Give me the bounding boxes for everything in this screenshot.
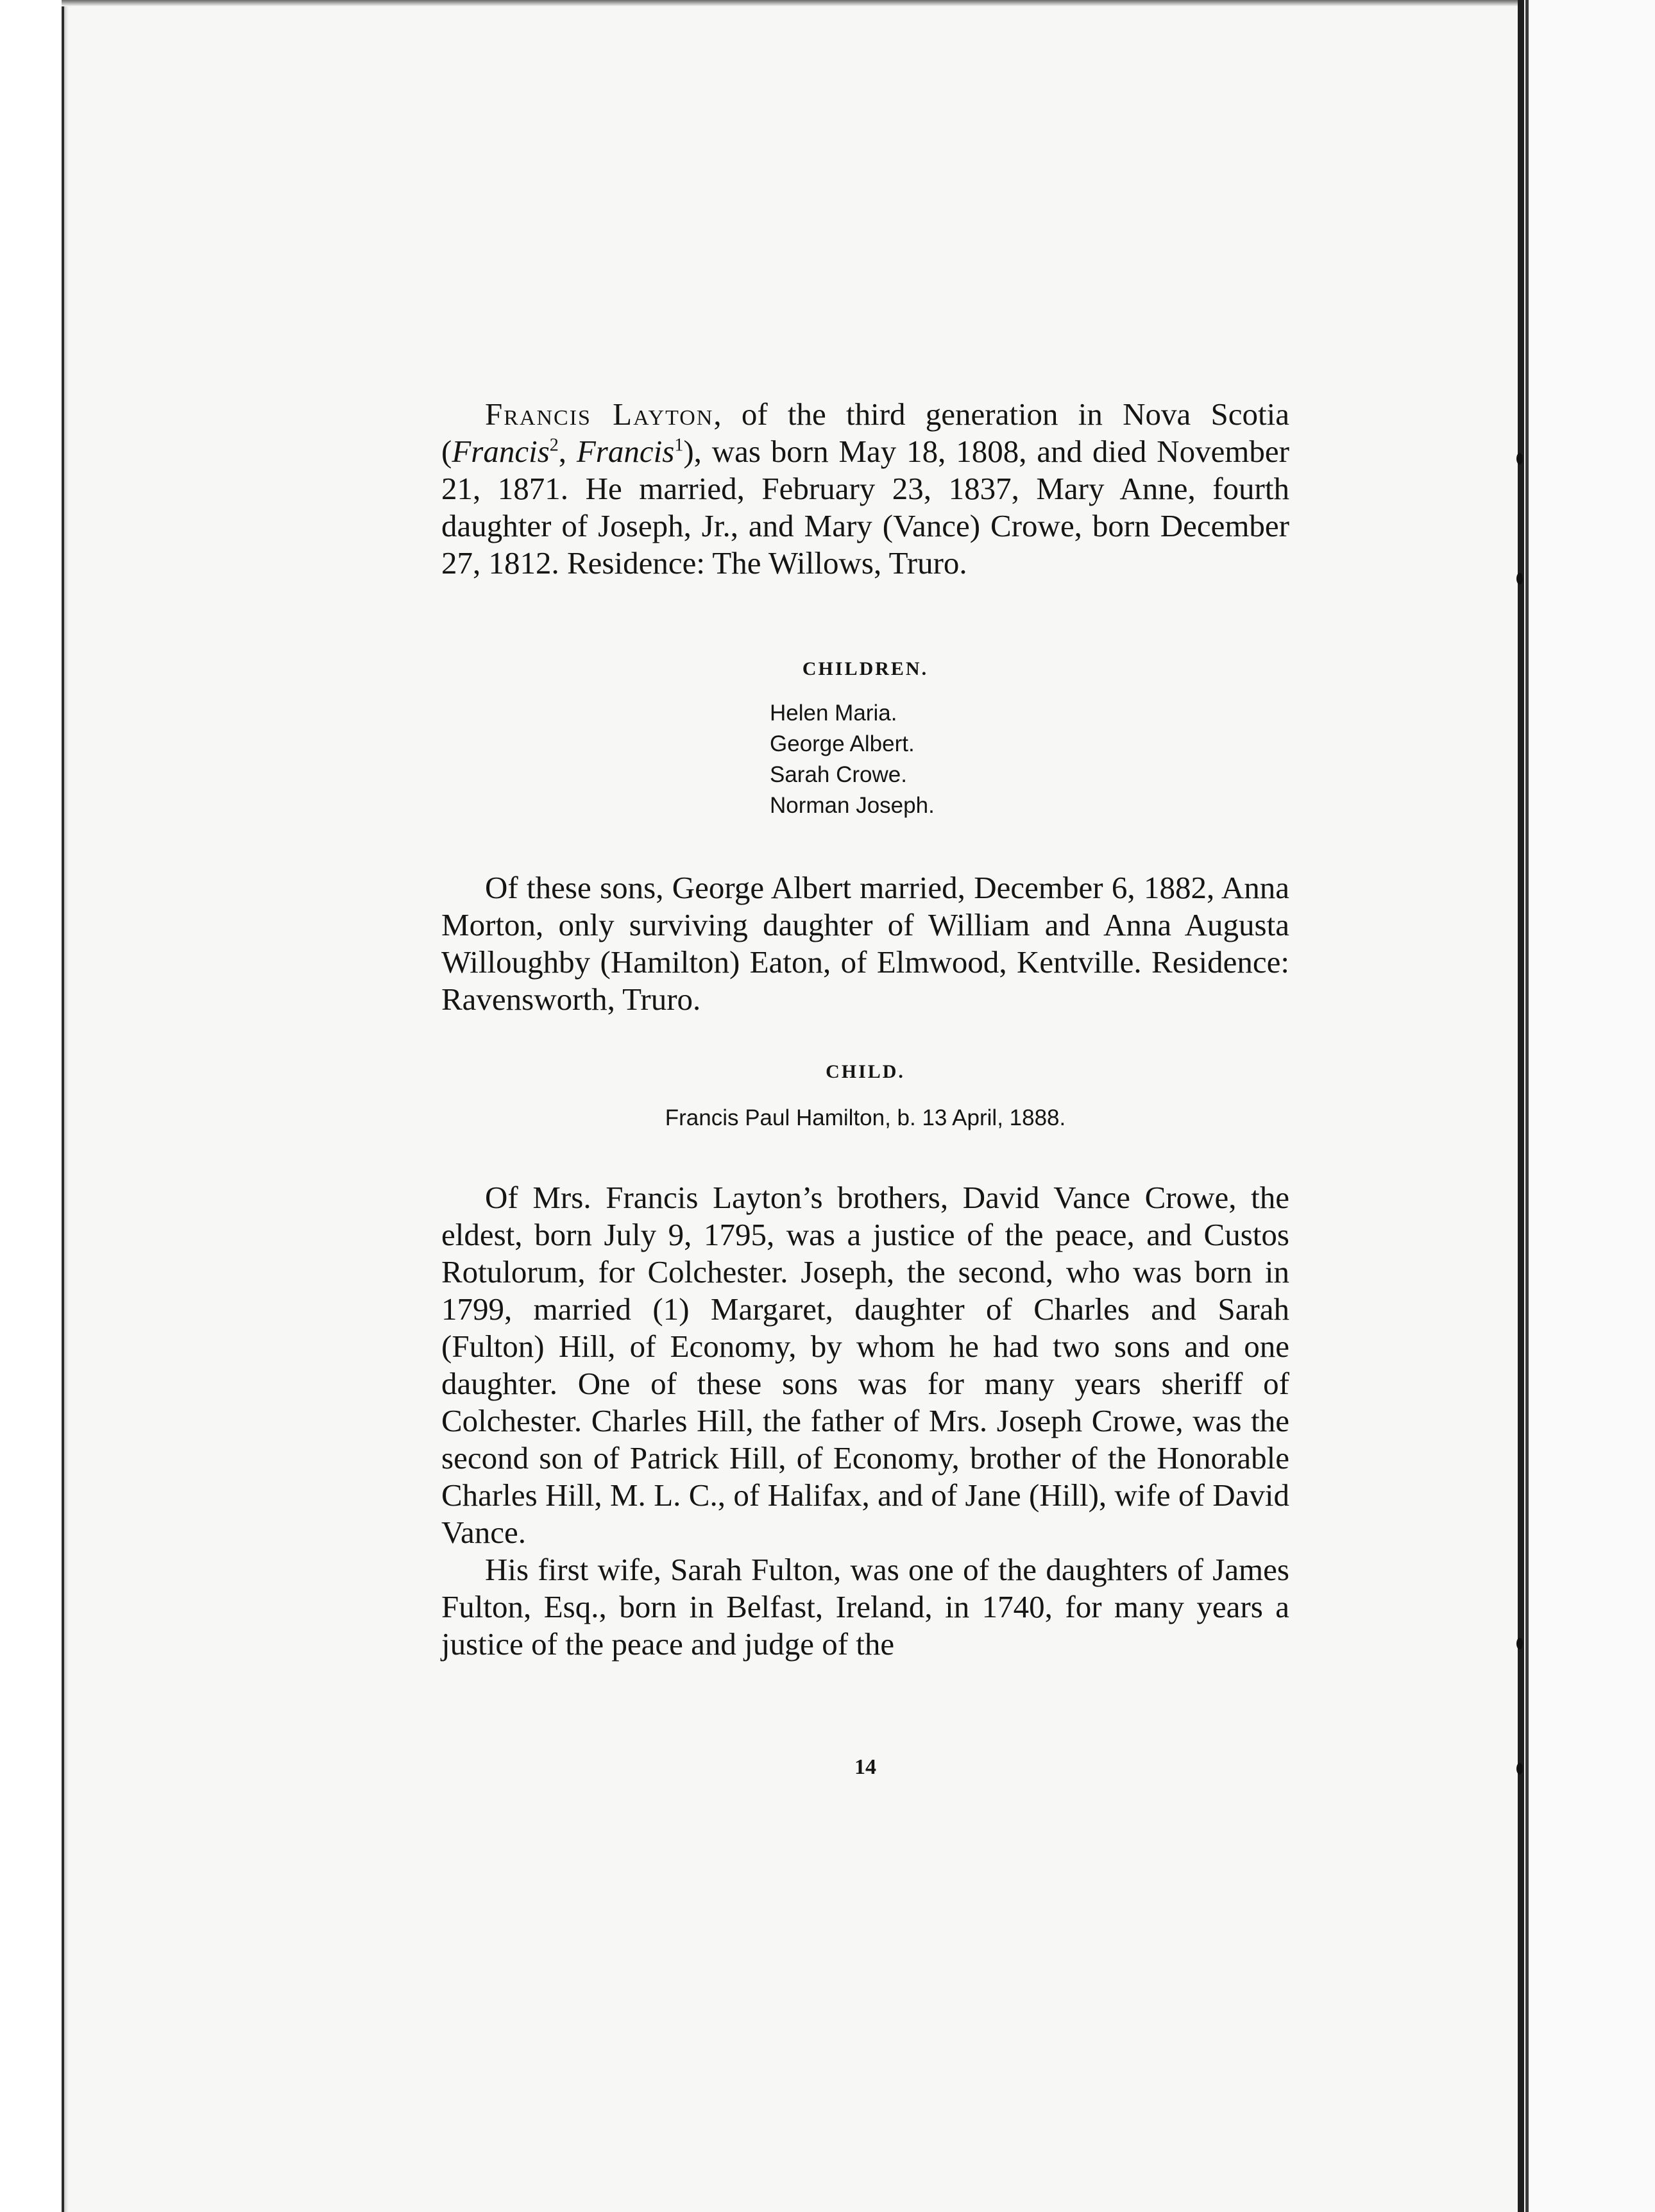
italic-name: Francis [576, 434, 675, 469]
child-entry: Francis Paul Hamilton, b. 13 April, 1888. [665, 1105, 1066, 1130]
facing-page-edge-line [1525, 0, 1529, 2212]
margin-mark [1516, 1763, 1523, 1774]
paragraph-text: Of Mrs. Francis Layton’s brothers, David Vance Crowe, the eldest, born July 9, 1795, was a justice of the peace, and Custos Rotulorum, for Colchester. Joseph, the second, who was born in 1799, married (1) Margaret, daughter of Charles and Sarah (Fulton) Hill, of Economy, by whom he had two sons and one daughter. One of these sons was for many years sheriff of Colchester. Charles Hill, the father of Mrs. Joseph Crowe, was the second son of Patrick Hill, of Economy, brother of the Honorable Charles Hill, M. L. C., of Halifax, and of Jane (Hill), wife of David Vance. [441, 1180, 1289, 1550]
paragraph-crowe-brothers [441, 1179, 1289, 1663]
paragraph-george-albert [441, 869, 1289, 1018]
facing-page-strip [1524, 0, 1655, 2212]
list-item: George Albert. [770, 731, 915, 756]
page-top-shadow [62, 0, 1524, 6]
children-heading: CHILDREN. [802, 658, 929, 679]
list-item: Norman Joseph. [770, 793, 935, 818]
text-run: , [558, 434, 577, 469]
margin-mark [1516, 453, 1523, 464]
text-run: ), was born May 18, 1808, and died November 21, 1871. He married, February 23, 1837, Mary Anne, fourth daughter of Joseph, Jr., and Mary (Vance) Crowe, born December 27, 1812. Residence: The Willows, Truro. [441, 434, 1289, 581]
person-name: Francis Layton [485, 396, 714, 432]
superscript: 1 [674, 435, 684, 455]
margin-mark [1516, 1638, 1523, 1649]
paragraph-francis-layton [441, 396, 1289, 582]
list-item: Sarah Crowe. [770, 762, 907, 787]
page-number: 14 [854, 1755, 876, 1779]
paragraph-text: Of these sons, George Albert married, December 6, 1882, Anna Morton, only surviving daughter of William and Anna Augusta Willoughby (Hamilton) Eaton, of Elmwood, Kentville. Residence: Ravensworth, Truro. [441, 870, 1289, 1017]
child-heading: CHILD. [826, 1061, 905, 1082]
page-gutter-edge [1518, 0, 1524, 2212]
margin-mark [1516, 573, 1523, 584]
italic-name: Francis [452, 434, 550, 469]
paragraph-text: His first wife, Sarah Fulton, was one of the daughters of James Fulton, Esq., born in Belfast, Ireland, in 1740, for many years a justice of the peace and judge of the [441, 1552, 1289, 1662]
children-list [770, 698, 935, 821]
superscript: 2 [549, 435, 559, 455]
list-item: Helen Maria. [770, 701, 897, 726]
text-run: , of the third generation in Nova Scotia ( [441, 396, 1289, 469]
